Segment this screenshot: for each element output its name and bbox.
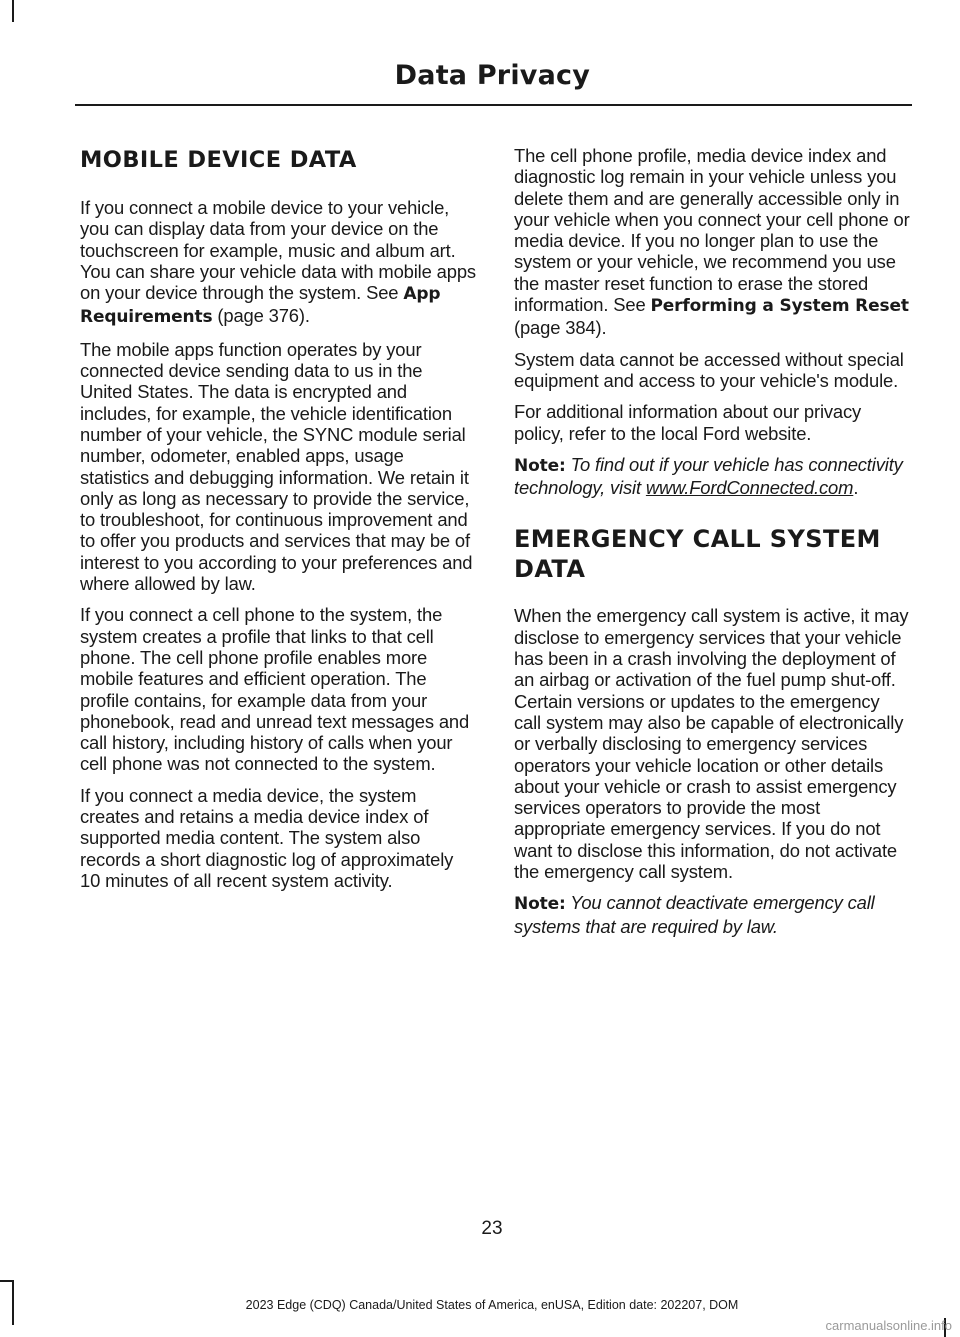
note-text: To find out if your vehicle has connectivity technology, visit — [514, 453, 903, 499]
cross-reference-link[interactable]: Performing a System Reset — [650, 296, 909, 317]
paragraph — [80, 197, 476, 329]
page-number: 23 — [481, 1218, 503, 1239]
note-end: . — [853, 477, 859, 499]
paragraph: If you connect a cell phone to the system, the system creates a profile that links to that cell phone. The cell phone profile enables more mobile features and efficient operation. The profile contains, for example data from your phonebook, read and unread text messages and call history, including history of calls when your cell phone was not connected to the system. — [80, 604, 470, 775]
right-column — [514, 145, 910, 947]
heading-line: DATA — [514, 555, 586, 584]
note-label: Note: — [514, 455, 566, 476]
paragraph: The mobile apps function operates by your connected device sending data to us in the United States. The data is encrypted and includes, for example, the vehicle identification number of your vehicle, the SYNC module serial number, odometer, enabled apps, usage statistics and debugging information. We retain it only as long as necessary to provide the service, to troubleshoot, for continuous improvement and to offer you products and services that may be of interest to you according to your preferences and where allowed by law. — [80, 338, 473, 595]
note-text: You cannot deactivate emergency call systems that are required by law. — [514, 892, 875, 937]
edition-footer: 2023 Edge (CDQ) Canada/United States of America, enUSA, Edition date: 202207, DOM — [245, 1298, 739, 1312]
section-heading-mobile-device-data: MOBILE DEVICE DATA — [80, 147, 357, 173]
paragraph: When the emergency call system is active, it may disclose to emergency services that your vehicle has been in a crash involving the deployment of an airbag or activation of the fuel pump shut-off. Certain versions or updates to the emergency call system may also be capable of electronically or verbally disclosing to emergency services operators your vehicle location or other details about your vehicle or crash to assist emergency services operators to provide the most appropriate emergency services. If you do not want to disclose this information, do not activate the emergency call system. — [514, 605, 909, 883]
note — [514, 892, 910, 937]
note — [514, 454, 910, 499]
note-label: Note: — [514, 894, 566, 915]
header-divider — [75, 104, 912, 106]
page-reference: (page 384). — [514, 317, 607, 339]
watermark: carmanualsonline.info — [825, 1318, 952, 1333]
page-reference: (page 376). — [212, 305, 310, 327]
paragraph: System data cannot be accessed without special equipment and access to your vehicle's module. — [514, 348, 904, 391]
website-link[interactable]: www.FordConnected.com — [645, 477, 854, 499]
paragraph-text: If you connect a mobile device to your vehicle, you can display data from your device on the touchscreen for example, music and album art. You can share your vehicle data with mobile apps on your device through the system. See — [80, 197, 476, 304]
paragraph: If you connect a media device, the system creates and retains a media device index of supported media content. The system also records a short diagnostic log of approximately 10 minutes of all recent system activity. — [80, 784, 454, 891]
cross-reference-link[interactable]: App Requirements — [80, 284, 441, 328]
paragraph-text: The cell phone profile, media device index and diagnostic log remain in your vehicle unless you delete them and are generally accessible only in your vehicle when you connect your cell phone or media device. If you no longer plan to use the system or your vehicle, we recommend you use the master reset function to erase the stored information. See — [514, 145, 910, 316]
paragraph — [514, 145, 910, 339]
page-title: Data Privacy — [394, 60, 590, 91]
left-column — [80, 145, 476, 901]
heading-line: EMERGENCY CALL SYSTEM — [514, 525, 881, 554]
crop-mark-top-left — [12, 0, 14, 22]
paragraph: For additional information about our privacy policy, refer to the local Ford website. — [514, 401, 862, 444]
section-heading-emergency-call — [514, 524, 910, 584]
crop-mark-bottom-left-h — [0, 1280, 14, 1282]
